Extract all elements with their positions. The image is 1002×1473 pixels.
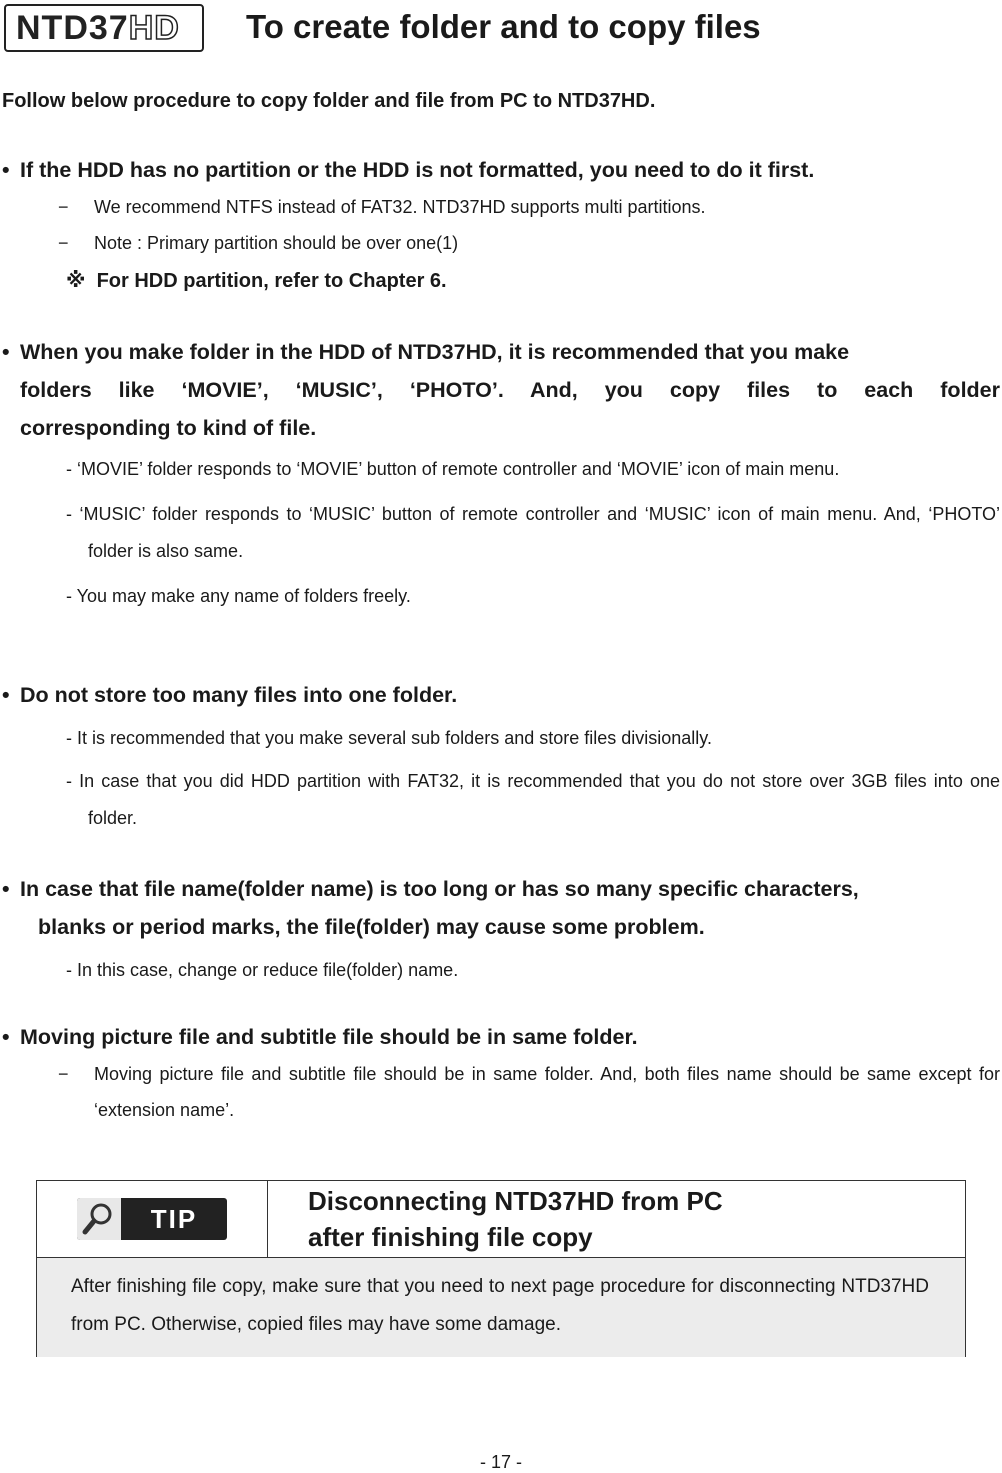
chapter-note — [2, 261, 1000, 301]
logo-text-ntd37: NTD37 — [16, 8, 129, 47]
list-item: - ‘MOVIE’ folder responds to ‘MOVIE’ button of remote controller and ‘MOVIE’ icon of main menu. — [66, 459, 840, 479]
list-item-text: Moving picture file and subtitle file should be in same folder. And, both files name should be same except for ‘extension name’. — [94, 1064, 1000, 1120]
tip-title — [268, 1181, 723, 1257]
heading-line: corresponding to kind of file. — [20, 416, 317, 440]
section-too-many-files — [2, 676, 1000, 837]
heading-line: When you make folder in the HDD of NTD37HD, it is recommended that you make — [20, 340, 850, 364]
section-heading — [2, 676, 1000, 714]
ntd37hd-logo — [4, 4, 204, 52]
heading-line: folders like ‘MOVIE’, ‘MUSIC’, ‘PHOTO’. And, you copy files to each folder — [20, 378, 1000, 402]
chapter-note-text: For HDD partition, refer to Chapter 6. — [96, 270, 447, 292]
section-heading — [2, 870, 1000, 908]
bullet-icon: • — [2, 683, 10, 707]
intro-text: Follow below procedure to copy folder and file from PC to NTD37HD. — [2, 90, 656, 112]
list-item: - You may make any name of folders freely. — [66, 586, 411, 606]
list-item — [2, 189, 1000, 225]
bullet-icon: • — [2, 340, 10, 364]
logo-text-hd: HD — [128, 8, 180, 47]
list-item-text: We recommend NTFS instead of FAT32. NTD37HD supports multi partitions. — [94, 197, 706, 217]
reference-mark-icon: ※ — [66, 270, 86, 292]
section-partition — [2, 151, 1000, 301]
dash-icon: − — [58, 233, 69, 253]
section-long-name — [2, 870, 1000, 989]
page-number: - 17 - — [479, 1452, 522, 1472]
dash-icon: − — [58, 1064, 69, 1084]
list-item: - In this case, change or reduce file(folder) name. — [66, 960, 459, 980]
list-item: - In case that you did HDD partition with FAT32, it is recommended that you do not store over 3GB files into one folder. — [66, 771, 1000, 828]
tip-title-line: Disconnecting NTD37HD from PC — [308, 1186, 723, 1216]
tip-box — [36, 1180, 966, 1357]
heading-text: Moving picture file and subtitle file should be in same folder. — [20, 1025, 638, 1049]
bullet-icon: • — [2, 877, 10, 901]
heading-text: Do not store too many files into one folder. — [20, 683, 458, 707]
tip-label: TIP — [150, 1203, 198, 1234]
list-item: - ‘MUSIC’ folder responds to ‘MUSIC’ button of remote controller and ‘MUSIC’ icon of main menu. And, ‘PHOTO’ folder is also same. — [66, 504, 1000, 561]
tip-title-line: after finishing file copy — [308, 1222, 593, 1252]
dash-icon: − — [58, 197, 69, 217]
section-heading — [2, 1018, 1000, 1056]
magnifier-icon — [77, 1198, 121, 1240]
section-folders — [2, 333, 1000, 615]
list-item — [2, 1056, 1000, 1128]
list-item — [2, 225, 1000, 261]
bullet-icon: • — [2, 158, 10, 182]
tip-badge-cell — [37, 1181, 268, 1257]
list-item-text: Note : Primary partition should be over one(1) — [94, 233, 459, 253]
section-subtitle — [2, 1018, 1000, 1128]
tip-body: After finishing file copy, make sure that you need to next page procedure for disconnecting NTD37HD from PC. Otherwise, copied files may have some damage. — [37, 1258, 965, 1357]
section-heading — [2, 151, 1000, 189]
bullet-icon: • — [2, 1025, 10, 1049]
heading-line: In case that file name(folder name) is too long or has so many specific characters, — [20, 877, 859, 901]
tip-header — [37, 1181, 965, 1258]
heading-line: blanks or period marks, the file(folder) may cause some problem. — [38, 915, 705, 939]
tip-badge — [77, 1198, 227, 1240]
heading-text: If the HDD has no partition or the HDD is not formatted, you need to do it first. — [20, 158, 815, 182]
section-heading — [2, 333, 1000, 371]
list-item: - It is recommended that you make several sub folders and store files divisionally. — [66, 728, 712, 748]
page-title: To create folder and to copy files — [246, 8, 761, 45]
